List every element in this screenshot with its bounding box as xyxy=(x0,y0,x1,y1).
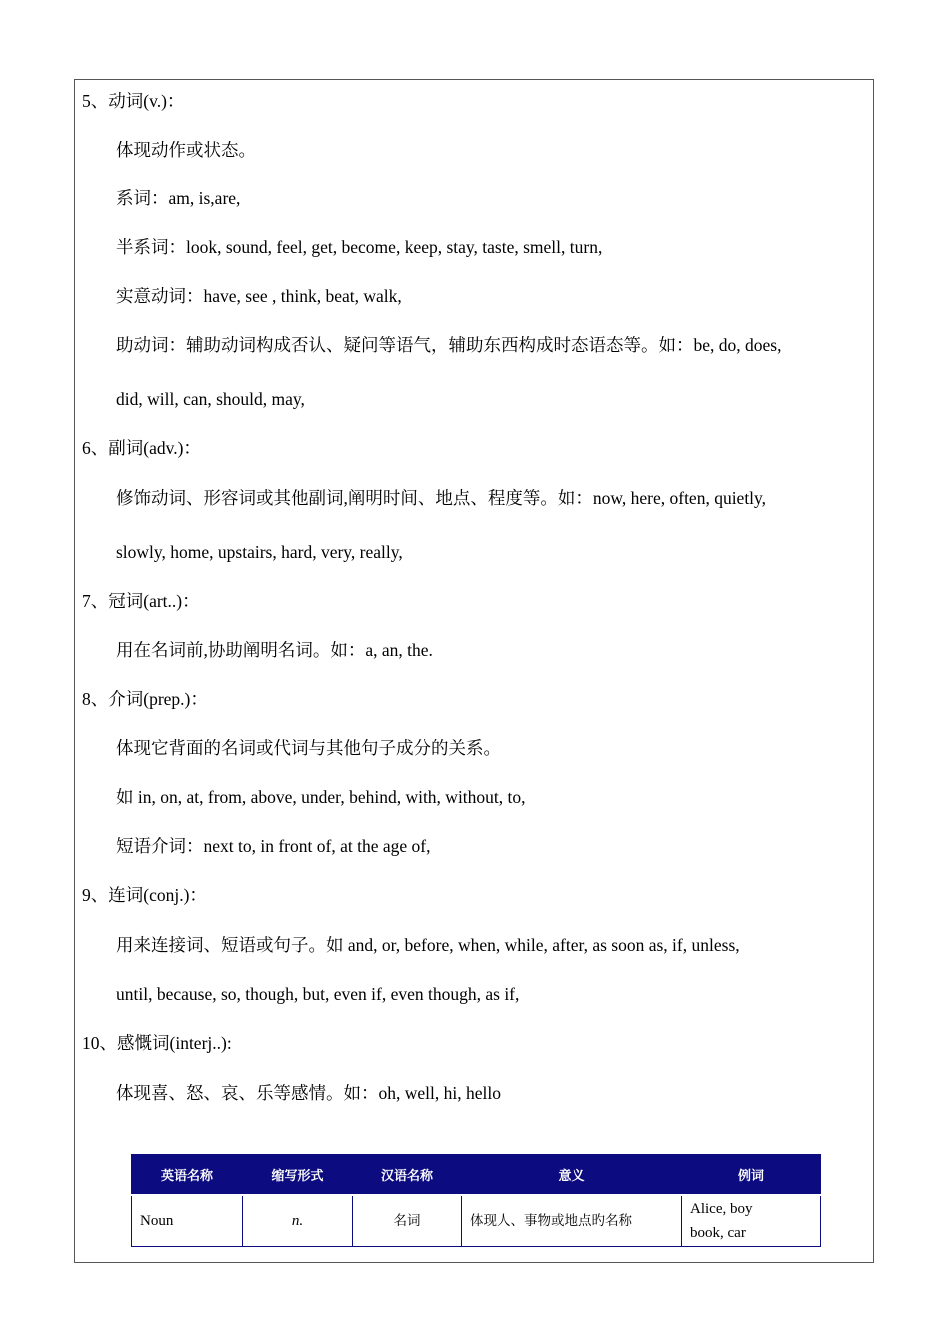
preposition-line-1: 体现它背面的名词或代词与其他句子成分的关系。 xyxy=(116,738,501,758)
section-heading-conjunction: 9、连词(conj.)： xyxy=(82,885,207,905)
table-row xyxy=(132,1195,821,1247)
table-header-row xyxy=(132,1154,821,1195)
verb-auxiliary-line-1: 助动词：辅助动词构成否认、疑问等语气，辅助东西构成时态语态等。如：be, do, does, xyxy=(116,335,782,355)
verb-definition: 体现动作或状态。 xyxy=(116,140,256,160)
section-heading-adverb: 6、副词(adv.)： xyxy=(82,438,201,458)
section-heading-article: 7、冠词(art..)： xyxy=(82,591,200,611)
adverb-line-2: slowly, home, upstairs, hard, very, really, xyxy=(116,542,403,562)
verb-auxiliary-line-2: did, will, can, should, may, xyxy=(116,389,305,409)
conjunction-line-1: 用来连接词、短语或句子。如 and, or, before, when, while, after, as soon as, if, unless, xyxy=(116,935,740,955)
preposition-line-2: 如 in, on, at, from, above, under, behind, with, without, to, xyxy=(116,787,526,807)
article-line-1: 用在名词前,协助阐明名词。如：a, an, the. xyxy=(116,640,433,660)
adverb-line-1: 修饰动词、形容词或其他副词,阐明时间、地点、程度等。如：now, here, often, quietly, xyxy=(116,488,767,508)
conjunction-line-2: until, because, so, though, but, even if, even though, as if, xyxy=(116,984,520,1004)
verb-notional: 实意动词：have, see , think, beat, walk, xyxy=(116,286,402,306)
header-english-name: 英语名称 xyxy=(132,1154,243,1195)
cell-chinese-name: 名词 xyxy=(353,1195,462,1247)
cell-examples xyxy=(682,1195,821,1247)
cell-abbreviation: n. xyxy=(243,1195,353,1247)
section-heading-preposition: 8、介词(prep.)： xyxy=(82,689,208,709)
example-line-2: book, car xyxy=(690,1225,746,1241)
section-heading-verb: 5、动词(v.)： xyxy=(82,91,185,111)
header-chinese-name: 汉语名称 xyxy=(353,1154,462,1195)
header-abbreviation: 缩写形式 xyxy=(243,1154,353,1195)
verb-linking: 系词：am, is,are, xyxy=(116,188,241,208)
cell-meaning: 体现人、事物或地点旳名称 xyxy=(462,1195,682,1247)
header-meaning: 意义 xyxy=(462,1154,682,1195)
content-frame xyxy=(74,79,874,1263)
preposition-line-3: 短语介词：next to, in front of, at the age of, xyxy=(116,836,431,856)
example-line-1: Alice, boy xyxy=(690,1201,753,1217)
verb-semi-linking: 半系词：look, sound, feel, get, become, keep, stay, taste, smell, turn, xyxy=(116,237,603,257)
interjection-line-1: 体现喜、怒、哀、乐等感情。如：oh, well, hi, hello xyxy=(116,1083,501,1103)
cell-english-name: Noun xyxy=(132,1195,243,1247)
section-heading-interjection: 10、感慨词(interj..): xyxy=(82,1033,232,1053)
header-examples: 例词 xyxy=(682,1154,821,1195)
part-of-speech-table xyxy=(131,1154,821,1247)
